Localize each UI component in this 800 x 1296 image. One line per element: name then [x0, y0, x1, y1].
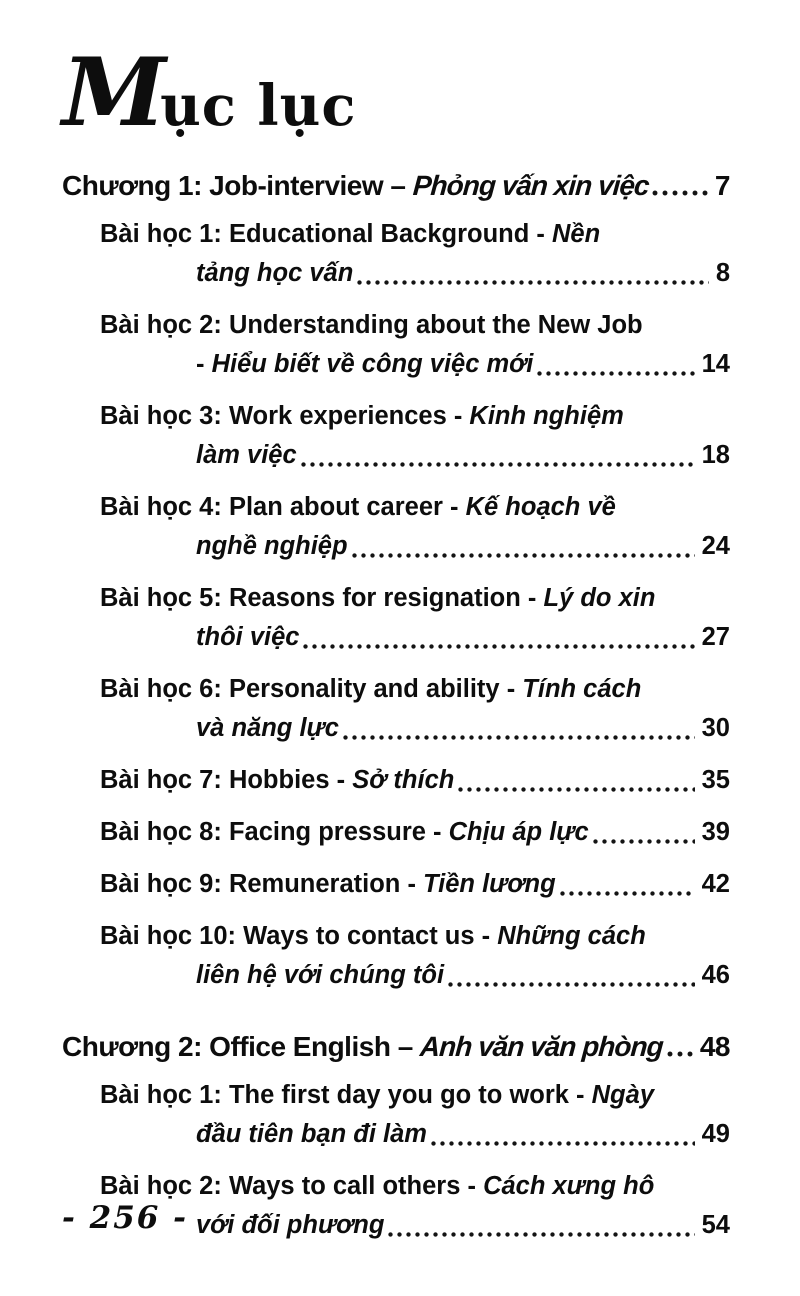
lesson-page-number: 46 [701, 961, 730, 989]
dot-leader [357, 280, 709, 285]
lesson-line-1 [100, 670, 730, 709]
lesson-page-number: 18 [701, 441, 730, 469]
lesson-page-number: 14 [701, 350, 730, 378]
dot-leader [448, 982, 695, 987]
dot-leader [343, 735, 695, 740]
dot-leader [652, 190, 708, 196]
lesson-text-vi: nghề nghiệp [196, 532, 348, 560]
chapter-title-vi: Anh văn văn phòng [418, 1031, 664, 1062]
lesson-text-vi: Tính cách [522, 675, 642, 703]
lesson-line-1 [100, 488, 730, 527]
chapter-title-vi: Phỏng vấn xin việc [411, 170, 650, 201]
lesson-line-2 [100, 1115, 730, 1154]
chapter-2-lessons [100, 1076, 730, 1245]
dot-leader [667, 1051, 693, 1057]
lesson-text-en: - [196, 350, 212, 378]
lesson-line-1 [100, 579, 730, 618]
lesson-text-vi: Ngày [591, 1081, 654, 1109]
lesson-line-1 [100, 215, 730, 254]
toc-lesson [100, 397, 730, 475]
chapter-title-en: Chương 1: Job-interview – [62, 170, 413, 201]
lesson-text-en: Bài học 1: The first day you go to work - [100, 1081, 592, 1109]
chapter-1-lessons [100, 215, 730, 995]
lesson-line-1 [100, 1076, 730, 1115]
lesson-line-2 [100, 436, 730, 475]
lesson-text-vi: Cách xưng hô [483, 1172, 655, 1200]
lesson-page-number: 35 [701, 766, 730, 794]
dot-leader [352, 553, 695, 558]
chapter-page-number: 7 [714, 170, 730, 201]
page-title [62, 38, 730, 148]
toc-lesson [100, 579, 730, 657]
toc-lesson [100, 865, 730, 904]
lesson-text-vi: và năng lực [196, 714, 339, 742]
page-number-footer: - 256 - [62, 1200, 189, 1236]
title-initial-letter: M [62, 38, 161, 148]
toc-lesson [100, 215, 730, 293]
dot-leader [593, 839, 695, 844]
chapter-page-number: 48 [699, 1031, 730, 1062]
toc-lesson [100, 1167, 730, 1245]
lesson-text-vi: Sở thích [352, 766, 455, 794]
lesson-line-2 [100, 956, 730, 995]
lesson-text-en: Bài học 10: Ways to contact us - [100, 922, 498, 950]
lesson-line-2 [100, 345, 730, 384]
lesson-text-vi: làm việc [196, 441, 297, 469]
chapter-1-heading [62, 170, 730, 202]
toc-lesson [100, 813, 730, 852]
lesson-text-vi: Lý do xin [543, 584, 656, 612]
lesson-line-1 [100, 306, 730, 345]
lesson-text-vi: thôi việc [196, 623, 300, 651]
chapter-title-en: Chương 2: Office English – [62, 1031, 421, 1062]
lesson-text-en: Bài học 9: Remuneration - [100, 870, 424, 898]
lesson-text-en: Bài học 2: Ways to call others - [100, 1172, 484, 1200]
lesson-text-vi: liên hệ với chúng tôi [196, 961, 445, 989]
dot-leader [458, 787, 694, 792]
lesson-page-number: 54 [701, 1211, 730, 1239]
lesson-text-vi: Kinh nghiệm [469, 402, 624, 430]
lesson-text-vi: Chịu áp lực [448, 818, 589, 846]
lesson-line-1 [100, 761, 730, 800]
lesson-line-2 [100, 1206, 730, 1245]
lesson-text-vi: Hiểu biết về công việc mới [211, 350, 534, 378]
toc-lesson [100, 1076, 730, 1154]
dot-leader [303, 644, 694, 649]
lesson-text-en: Bài học 8: Facing pressure - [100, 818, 449, 846]
lesson-page-number: 42 [701, 870, 730, 898]
lesson-page-number: 24 [701, 532, 730, 560]
dot-leader [388, 1232, 694, 1237]
dot-leader [431, 1141, 695, 1146]
lesson-text-vi: tảng học vấn [196, 259, 354, 287]
lesson-text-vi: với đối phương [196, 1211, 385, 1239]
dot-leader [537, 371, 694, 376]
lesson-text-vi: Kế hoạch về [465, 493, 616, 521]
dot-leader [301, 462, 695, 467]
lesson-line-2 [100, 618, 730, 657]
toc-lesson [100, 670, 730, 748]
lesson-line-1 [100, 1167, 730, 1206]
lesson-text-en: Bài học 5: Reasons for resignation - [100, 584, 544, 612]
chapter-2-heading [62, 1031, 730, 1063]
toc-lesson [100, 306, 730, 384]
lesson-page-number: 8 [715, 259, 730, 287]
lesson-text-vi: đầu tiên bạn đi làm [196, 1120, 427, 1148]
lesson-line-2 [100, 709, 730, 748]
lesson-text-vi: Nền [551, 220, 601, 248]
dot-leader [560, 891, 695, 896]
lesson-text-vi: Tiền lương [423, 870, 556, 898]
toc-lesson [100, 917, 730, 995]
lesson-text-en: Bài học 3: Work experiences - [100, 402, 470, 430]
lesson-text-en: Bài học 1: Educational Background - [100, 220, 552, 248]
toc-lesson [100, 761, 730, 800]
lesson-line-1 [100, 917, 730, 956]
title-text: ục lục [160, 73, 357, 139]
lesson-line-1 [100, 813, 730, 852]
lesson-line-1 [100, 397, 730, 436]
lesson-text-vi: Những cách [497, 922, 646, 950]
lesson-line-1 [100, 865, 730, 904]
lesson-line-2 [100, 254, 730, 293]
lesson-text-en: Bài học 2: Understanding about the New Job [100, 311, 643, 339]
lesson-page-number: 30 [701, 714, 730, 742]
lesson-page-number: 39 [701, 818, 730, 846]
toc-lesson [100, 488, 730, 566]
lesson-page-number: 27 [701, 623, 730, 651]
lesson-text-en: Bài học 4: Plan about career - [100, 493, 466, 521]
lesson-text-en: Bài học 7: Hobbies - [100, 766, 353, 794]
lesson-text-en: Bài học 6: Personality and ability - [100, 675, 523, 703]
lesson-line-2 [100, 527, 730, 566]
lesson-page-number: 49 [701, 1120, 730, 1148]
